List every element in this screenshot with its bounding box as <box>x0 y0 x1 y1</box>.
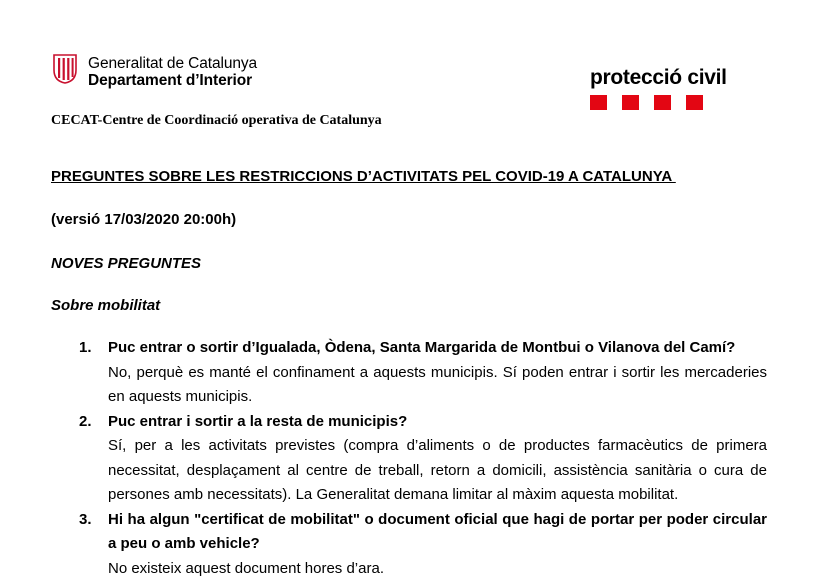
question-text: Puc entrar i sortir a la resta de municipis? <box>108 410 767 435</box>
answer-text: No existeix aquest document hores d’ara. <box>108 557 767 581</box>
question-number: 1. <box>79 336 92 361</box>
question-item <box>51 410 767 508</box>
new-questions-heading: NOVES PREGUNTES <box>51 255 201 272</box>
document-title: PREGUNTES SOBRE LES RESTRICCIONS D’ACTIVITATS PEL COVID-19 A CATALUNYA <box>51 168 676 185</box>
red-square-icon <box>622 95 639 110</box>
question-list <box>51 336 767 581</box>
generalitat-coat-of-arms-icon <box>52 54 78 84</box>
proteccio-civil-logo <box>590 66 760 110</box>
answer-text: Sí, per a les activitats previstes (compra d’aliments o de productes farmacèutics de primera necessitat, desplaçament al centre de treball, retorn a domicili, assistència sanitària o cura de persones amb necessitats). La Generalitat demana limitar al màxim aquesta mobilitat. <box>108 434 767 508</box>
red-square-icon <box>686 95 703 110</box>
red-square-icon <box>590 95 607 110</box>
document-version: (versió 17/03/2020 20:00h) <box>51 211 236 228</box>
question-number: 2. <box>79 410 92 435</box>
department-name: Departament d’Interior <box>88 72 257 89</box>
question-text: Hi ha algun "certificat de mobilitat" o document oficial que hagi de portar per poder circular a peu o amb vehicle? <box>108 508 767 557</box>
red-square-icon <box>654 95 671 110</box>
question-item <box>51 508 767 581</box>
question-item <box>51 336 767 410</box>
question-number: 3. <box>79 508 92 533</box>
gencat-name: Generalitat de Catalunya <box>88 55 257 72</box>
cecat-unit: CECAT-Centre de Coordinació operativa de Catalunya <box>51 113 382 129</box>
answer-text: No, perquè es manté el confinament a aquests municipis. Sí poden entrar i sortir les mercaderies en aquests municipis. <box>108 361 767 410</box>
section-heading: Sobre mobilitat <box>51 297 160 314</box>
question-text: Puc entrar o sortir d’Igualada, Òdena, Santa Margarida de Montbui o Vilanova del Camí? <box>108 336 767 361</box>
proteccio-civil-squares <box>590 95 760 110</box>
proteccio-civil-wordmark: protecció civil <box>590 66 760 90</box>
gencat-header <box>88 55 257 89</box>
